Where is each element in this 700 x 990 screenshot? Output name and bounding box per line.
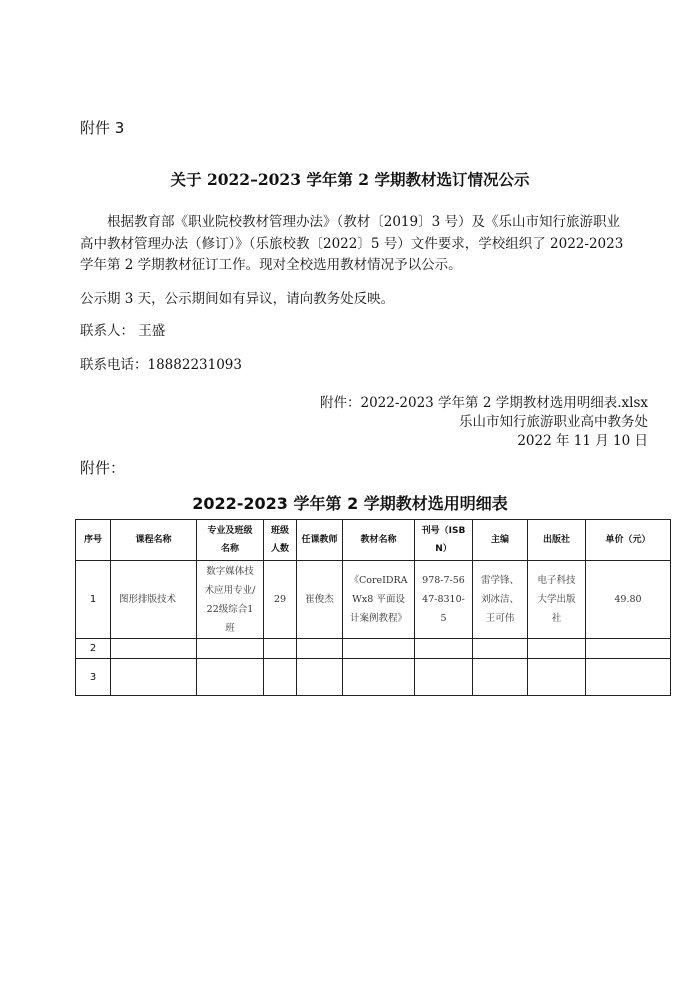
- cell-isbn: [415, 659, 473, 696]
- cell-course: 图形排版技术: [111, 561, 197, 639]
- cell-price: 49.80: [586, 561, 671, 639]
- header-textbook: 教材名称: [343, 520, 415, 561]
- body-paragraph-1: 根据教育部《职业院校教材管理办法》（教材〔2019〕3 号）及《乐山市知行旅游职业高中教材管理办法（修订）》（乐旅校教〔2022〕5 号）文件要求，学校组织了 2022-2023 学年第 2 学期教材征订工作。现对全校选用教材情况予以公示。: [80, 214, 624, 273]
- table-title: 2022-2023 学年第 2 学期教材选用明细表: [192, 494, 508, 513]
- header-teacher: 任课教师: [297, 520, 343, 561]
- table-row: [76, 561, 671, 639]
- header-isbn: 刊号（ISBN）: [415, 520, 473, 561]
- header-count: 班级人数: [264, 520, 297, 561]
- cell-publisher: 电子科技大学出版社: [528, 561, 586, 639]
- cell-count: 29: [264, 561, 297, 639]
- cell-textbook: [343, 639, 415, 659]
- cell-count: [264, 659, 297, 696]
- issue-date: 2022 年 11 月 10 日: [517, 433, 648, 449]
- cell-course: [111, 639, 197, 659]
- cell-count: [264, 639, 297, 659]
- cell-textbook: [343, 659, 415, 696]
- cell-teacher: [297, 659, 343, 696]
- header-major-class: 专业及班级名称: [197, 520, 264, 561]
- table-row: [76, 639, 671, 659]
- cell-publisher: [528, 659, 586, 696]
- cell-isbn: [415, 639, 473, 659]
- cell-editor: [473, 639, 528, 659]
- cell-seq: 2: [76, 639, 111, 659]
- header-price: 单价（元）: [586, 520, 671, 561]
- table-row: [76, 659, 671, 696]
- cell-teacher: 崔俊杰: [297, 561, 343, 639]
- table-header-row: [76, 520, 671, 561]
- body-paragraph-2: 公示期 3 天，公示期间如有异议，请向教务处反映。: [80, 291, 395, 307]
- header-editor: 主编: [473, 520, 528, 561]
- contact-phone: 联系电话：18882231093: [80, 357, 242, 373]
- cell-isbn: 978-7-5647-8310-5: [415, 561, 473, 639]
- textbook-table: [75, 519, 671, 696]
- document-title: 关于 2022–2023 学年第 2 学期教材选订情况公示: [170, 170, 530, 189]
- cell-major-class: [197, 659, 264, 696]
- cell-price: [586, 639, 671, 659]
- cell-teacher: [297, 639, 343, 659]
- header-course: 课程名称: [111, 520, 197, 561]
- cell-major-class: 数字媒体技术应用专业/22级综合1班: [197, 561, 264, 639]
- contact-person: 联系人： 王盛: [80, 323, 166, 339]
- cell-textbook: 《CoreIDRAWx8 平面设计案例教程》: [343, 561, 415, 639]
- cell-major-class: [197, 639, 264, 659]
- cell-editor: [473, 659, 528, 696]
- cell-seq: 1: [76, 561, 111, 639]
- cell-seq: 3: [76, 659, 111, 696]
- attachment-heading: 附件：: [80, 459, 126, 477]
- header-publisher: 出版社: [528, 520, 586, 561]
- cell-course: [111, 659, 197, 696]
- cell-publisher: [528, 639, 586, 659]
- attachment-file-name: 附件：2022-2023 学年第 2 学期教材选用明细表.xlsx: [319, 395, 648, 411]
- cell-editor: 雷学锋、刘冰洁、王可伟: [473, 561, 528, 639]
- attachment-label: 附件 3: [80, 119, 125, 137]
- issuer: 乐山市知行旅游职业高中教务处: [459, 414, 648, 430]
- header-seq: 序号: [76, 520, 111, 561]
- cell-price: [586, 659, 671, 696]
